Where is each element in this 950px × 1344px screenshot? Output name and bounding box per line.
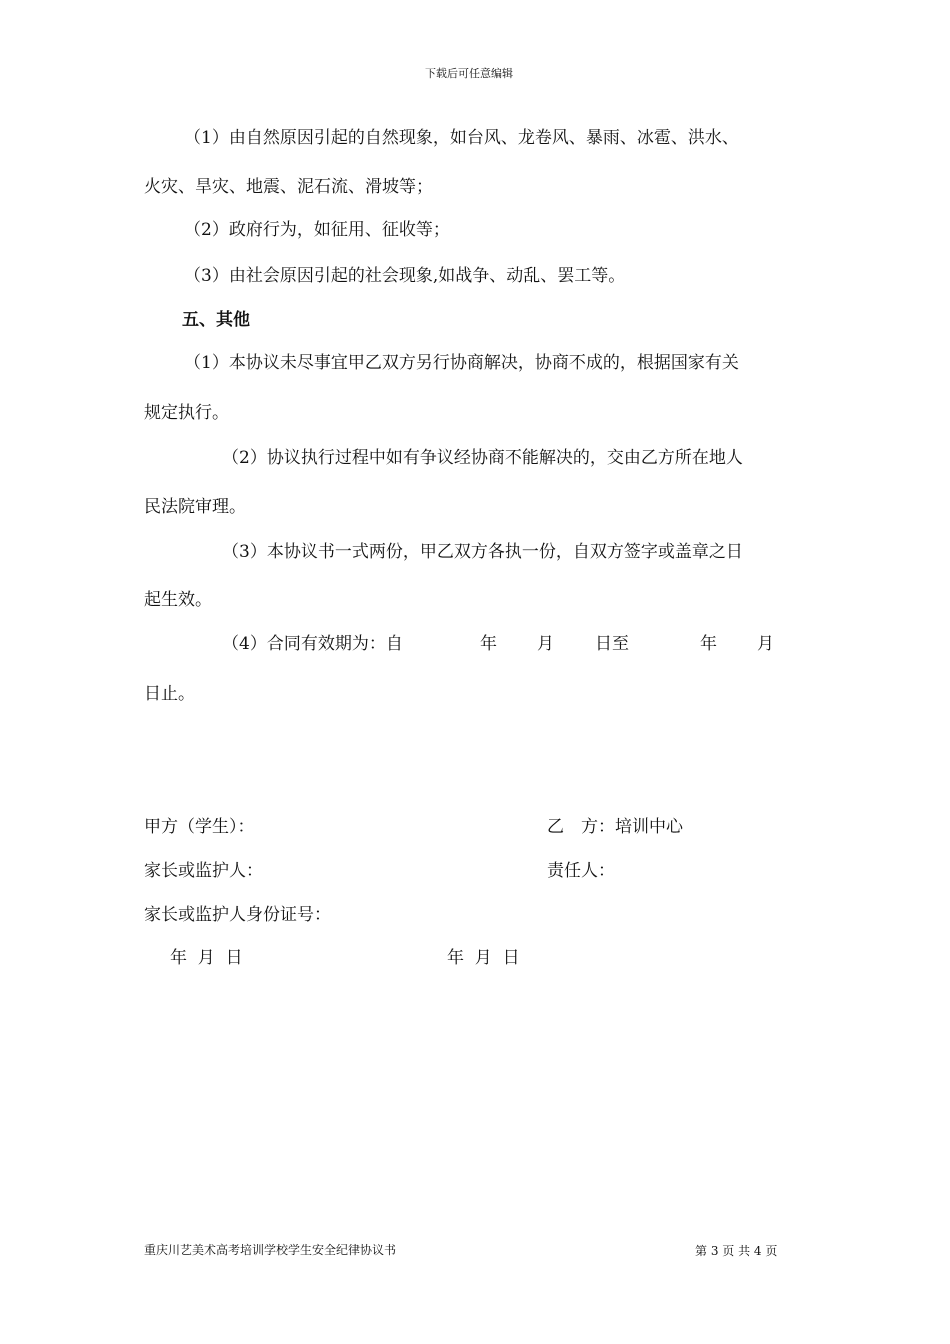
- other-item-3-line-1: （3）本协议书一式两份，甲乙双方各执一份，自双方签字或盖章之日: [222, 542, 743, 562]
- party-a-label: 甲方（学生）：: [144, 817, 255, 837]
- other-item-2-line-2: 民法院审理。: [144, 497, 246, 517]
- other-item-4-year-2: 年: [700, 634, 717, 654]
- signature-date-a: 年 月 日: [170, 948, 243, 968]
- section-heading-other: 五、其他: [182, 310, 250, 330]
- header-note: 下载后可任意编辑: [425, 67, 513, 80]
- responsible-person-label: 责任人：: [547, 861, 615, 881]
- guardian-label: 家长或监护人：: [144, 861, 263, 881]
- other-item-4-year-1: 年: [480, 634, 497, 654]
- other-item-4-prefix: （4）合同有效期为：自: [222, 634, 403, 654]
- footer-page-info: 第 3 页 共 4 页: [695, 1244, 778, 1258]
- other-item-1-line-1: （1）本协议未尽事宜甲乙双方另行协商解决，协商不成的，根据国家有关: [184, 353, 739, 373]
- force-majeure-item-1-line-1: （1）由自然原因引起的自然现象，如台风、龙卷风、暴雨、冰雹、洪水、: [184, 128, 739, 148]
- force-majeure-item-2: （2）政府行为，如征用、征收等；: [184, 220, 450, 240]
- other-item-4-month-2: 月: [757, 634, 774, 654]
- force-majeure-item-1-line-2: 火灾、旱灾、地震、泥石流、滑坡等；: [144, 177, 433, 197]
- other-item-2-line-1: （2）协议执行过程中如有争议经协商不能解决的，交由乙方所在地人: [222, 448, 743, 468]
- guardian-id-label: 家长或监护人身份证号：: [144, 905, 331, 925]
- other-item-1-line-2: 规定执行。: [144, 403, 229, 423]
- other-item-4-line-2: 日止。: [144, 684, 195, 704]
- other-item-3-line-2: 起生效。: [144, 590, 212, 610]
- force-majeure-item-3: （3）由社会原因引起的社会现象,如战争、动乱、罢工等。: [184, 266, 626, 286]
- signature-date-b: 年 月 日: [447, 948, 520, 968]
- party-b-label: 乙 方：培训中心: [547, 817, 683, 837]
- footer-document-title: 重庆川艺美术高考培训学校学生安全纪律协议书: [144, 1243, 397, 1257]
- other-item-4-month-1: 月: [537, 634, 554, 654]
- other-item-4-day-to: 日至: [595, 634, 629, 654]
